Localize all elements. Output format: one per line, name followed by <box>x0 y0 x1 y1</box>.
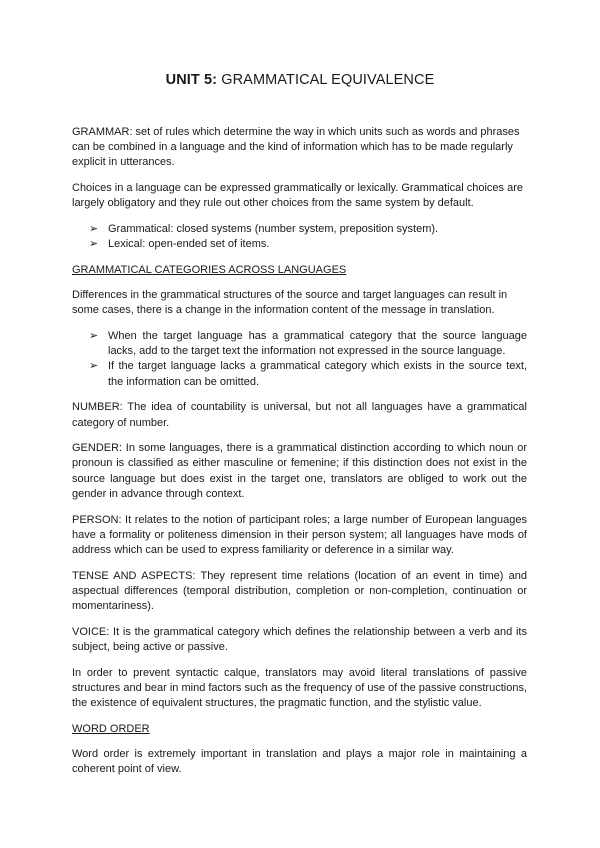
category-rules-list <box>72 329 527 390</box>
section-heading-word-order: WORD ORDER <box>72 722 150 735</box>
paragraph-tense: TENSE AND ASPECTS: They represent time relations (location of an event in time) and aspectual differences (temporal distribution, completion or non-completion, continuation or momentariness). <box>72 569 527 613</box>
list-item <box>72 329 527 359</box>
document-body <box>72 125 527 788</box>
list-item <box>72 237 527 252</box>
paragraph-differences: Differences in the grammatical structures of the source and target languages can result in some cases, there is a change in the information content of the message in translation. <box>72 289 508 317</box>
section-heading-categories: GRAMMATICAL CATEGORIES ACROSS LANGUAGES <box>72 263 347 276</box>
page-title <box>0 71 600 89</box>
list-item <box>72 359 527 389</box>
list-item <box>72 222 527 237</box>
arrow-bullet-icon: ➢ <box>89 223 99 236</box>
paragraph-choices: Choices in a language can be expressed grammatically or lexically. Grammatical choices are largely obligatory and they rule out other choices from the same system by default. <box>72 182 523 210</box>
paragraph-gender: GENDER: In some languages, there is a grammatical distinction according to which noun or pronoun is classified as either masculine or femenine; if this distinction does not exist in the source language but does exist in the target one, translators are obliged to work out the gender in advance through context. <box>72 442 527 500</box>
paragraph-word-order: Word order is extremely important in translation and plays a major role in maintaining a coherent point of view. <box>72 748 527 776</box>
arrow-bullet-icon: ➢ <box>89 238 99 251</box>
list-item-text: If the target language lacks a grammatical category which exists in the source text, the information can be omitted. <box>108 360 527 388</box>
choices-list <box>72 222 527 252</box>
list-item-text: Lexical: open-ended set of items. <box>108 238 270 251</box>
arrow-bullet-icon: ➢ <box>89 330 99 343</box>
paragraph-calque: In order to prevent syntactic calque, translators may avoid literal translations of passive structures and bear in mind factors such as the frequency of use of the passive constructions, the existence of equivalent structures, the pragmatic function, and the stylistic value. <box>72 666 527 710</box>
paragraph-number: NUMBER: The idea of countability is universal, but not all languages have a grammatical category of number. <box>72 401 527 429</box>
paragraph-person: PERSON: It relates to the notion of participant roles; a large number of European languages have a formality or politeness dimension in their person system; all languages have mods of address which can be used to express familiarity or deference in a similar way. <box>72 513 527 556</box>
title-text: GRAMMATICAL EQUIVALENCE <box>217 72 435 88</box>
list-item-text: When the target language has a grammatical category that the source language lacks, add to the target text the information not expressed in the source language. <box>108 330 527 358</box>
arrow-bullet-icon: ➢ <box>89 360 99 373</box>
paragraph-voice: VOICE: It is the grammatical category which defines the relationship between a verb and its subject, being active or passive. <box>72 625 527 653</box>
paragraph-grammar: GRAMMAR: set of rules which determine the way in which units such as words and phrases can be combined in a language and the kind of information which has to be made regularly explicit in utterances. <box>72 126 520 169</box>
list-item-text: Grammatical: closed systems (number system, preposition system). <box>108 223 439 236</box>
title-unit: UNIT 5: <box>165 72 218 88</box>
